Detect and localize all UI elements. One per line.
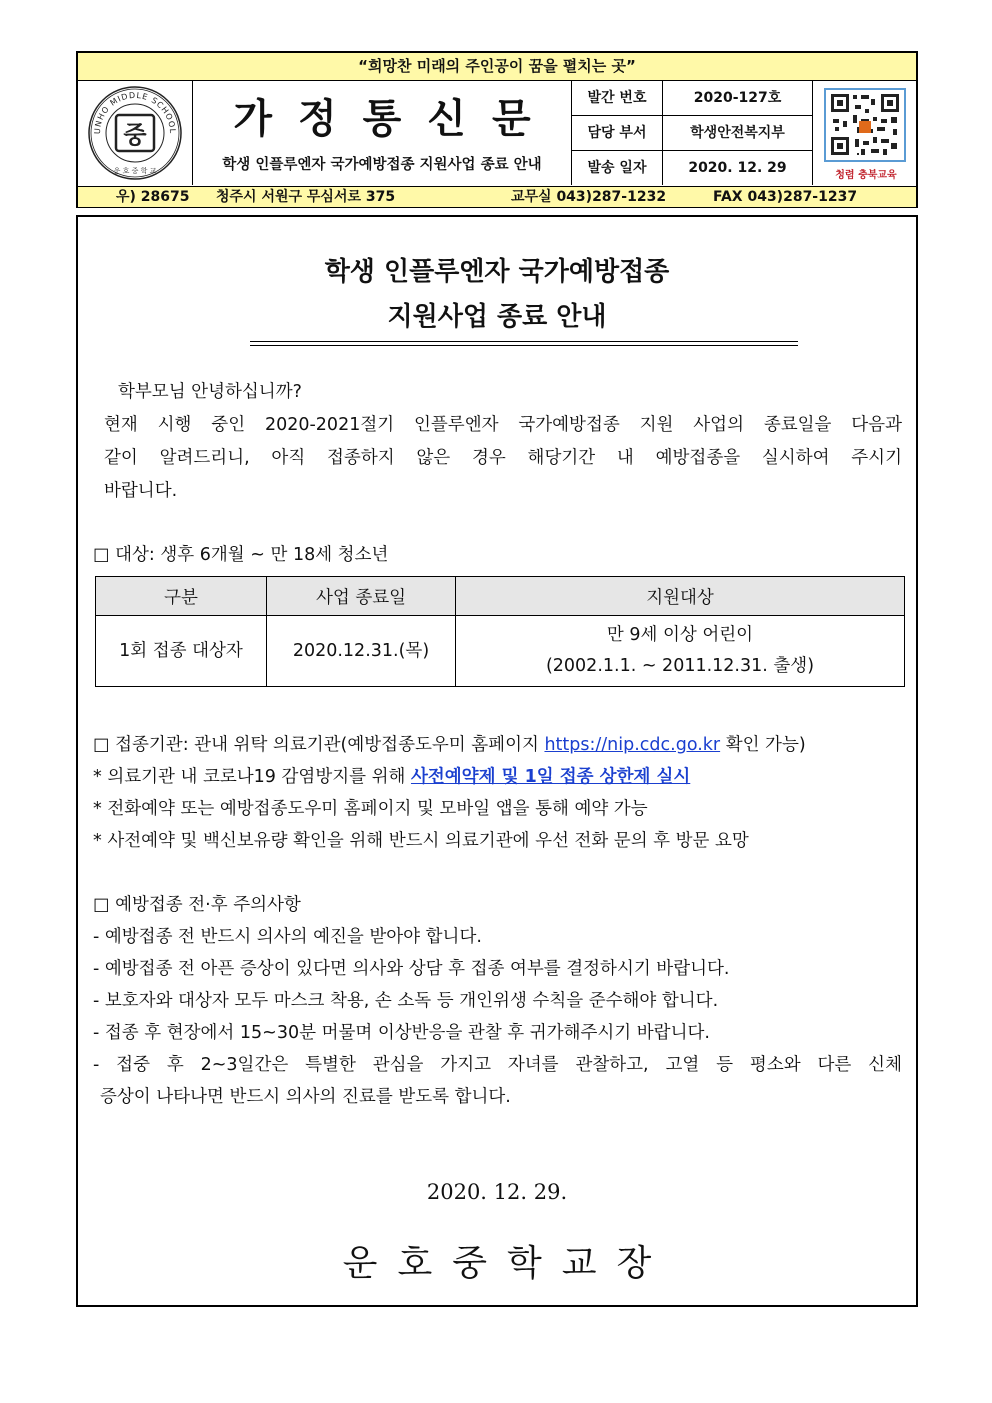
support-line: 만 9세 이상 어린이 <box>606 625 754 645</box>
precaution-item: - 예방접종 전 아픈 증상이 있다면 의사와 상담 후 접종 여부를 결정하시기 바랍니다. <box>93 959 730 979</box>
intro-line: 현재 시행 중인 2020-2021절기 인플루엔자 국가예방접종 지원 사업의 종료일을 다음과 <box>104 415 902 435</box>
info-value: 2020-127호 <box>693 90 782 106</box>
table-header: 구분 <box>96 577 267 616</box>
table-cell-support <box>456 616 905 687</box>
table-header-row <box>96 577 905 616</box>
info-row-department <box>572 116 812 151</box>
qr-code-block <box>813 81 916 185</box>
table-header: 지원대상 <box>456 577 905 616</box>
office-phone: 교무실 043)287-1232 <box>511 189 667 205</box>
institution-line <box>93 731 891 756</box>
newsletter-subtitle: 학생 인플루엔자 국가예방접종 지원사업 종료 안내 <box>222 157 542 173</box>
notice-date: 2020. 12. 29. <box>426 1180 568 1204</box>
note-item: * 사전예약 및 백신보유량 확인을 위해 반드시 의료기관에 우선 전화 문의 후 방문 요망 <box>93 831 749 851</box>
intro-line: 바랍니다. <box>104 481 178 501</box>
table-row <box>96 616 905 687</box>
info-row-date <box>572 151 812 185</box>
support-line: (2002.1.1. ~ 2011.12.31. 출생) <box>545 656 815 676</box>
info-label: 발간 번호 <box>572 81 663 115</box>
school-address-bar <box>78 186 916 207</box>
note-item: * 전화예약 또는 예방접종도우미 홈페이지 및 모바일 앱을 통해 예약 가능 <box>93 799 648 819</box>
school-slogan: “희망찬 미래의 주인공이 꿈을 펼치는 곳” <box>78 53 916 81</box>
notice-title-line1: 학생 인플루엔자 국가예방접종 <box>324 257 670 287</box>
nip-website-link[interactable]: https://nip.cdc.go.kr <box>544 735 721 755</box>
publication-info <box>572 81 813 185</box>
school-seal-icon <box>78 81 192 185</box>
svg-text:UNHO MIDDLE SCHOOL: UNHO MIDDLE SCHOOL <box>92 90 178 135</box>
seal-bottom-text: 운 호 중 학 교 <box>113 167 157 175</box>
note-text: * 의료기관 내 코로나19 감염방지를 위해 <box>93 767 411 787</box>
precaution-item: - 접종 후 현장에서 15~30분 머물며 이상반응을 관찰 후 귀가해주시기 바랍니다. <box>93 1023 710 1043</box>
note-highlight: 사전예약제 및 1일 접종 상한제 실시 <box>410 767 691 787</box>
table-header: 사업 종료일 <box>267 577 456 616</box>
principal-signature: 운호중학교장 <box>342 1243 672 1284</box>
precaution-item: - 보호자와 대상자 모두 마스크 착용, 손 소독 등 개인위생 수칙을 준수해야 합니다. <box>93 991 719 1011</box>
intro-line: 같이 알려드리니, 아직 접종하지 않은 경우 해당기간 내 예방접종을 실시하여 주시기 <box>104 448 902 468</box>
info-value: 학생안전복지부 <box>690 125 785 141</box>
qr-code-icon <box>813 81 916 185</box>
table-cell-end-date: 2020.12.31.(목) <box>267 616 456 687</box>
school-logo <box>78 81 193 185</box>
street-address: 청주시 서원구 무심서로 375 <box>216 189 396 205</box>
notice-body <box>76 215 918 1307</box>
qr-caption: 청렴 충북교육 <box>835 170 897 181</box>
info-label: 담당 부서 <box>572 116 663 150</box>
precaution-item: - 접중 후 2~3일간은 특별한 관심을 가지고 자녀를 관찰하고, 고열 등 평소와 다른 신체 <box>93 1055 902 1075</box>
precaution-item: 증상이 나타나면 반드시 의사의 진료를 받도록 합니다. <box>100 1087 511 1107</box>
precautions-heading: □ 예방접종 전·후 주의사항 <box>93 895 301 915</box>
institution-text: □ 접종기관: 관내 위탁 의료기관(예방접종도우미 홈페이지 <box>93 735 545 755</box>
title-underline <box>250 341 798 346</box>
svg-text:중: 중 <box>123 121 147 149</box>
info-label: 발송 일자 <box>572 151 663 185</box>
support-table <box>95 576 905 687</box>
precaution-item: - 예방접종 전 반드시 의사의 예진을 받아야 합니다. <box>93 927 482 947</box>
postal-code: 우) 28675 <box>116 189 190 205</box>
notice-title-line2: 지원사업 종료 안내 <box>387 302 607 332</box>
info-value: 2020. 12. 29 <box>688 160 787 176</box>
institution-text: 확인 가능) <box>720 735 806 755</box>
newsletter-header <box>76 51 918 208</box>
newsletter-title: 가정통신문 <box>233 95 557 142</box>
info-row-number <box>572 81 812 116</box>
table-cell-category: 1회 접종 대상자 <box>96 616 267 687</box>
target-heading: □ 대상: 생후 6개월 ~ 만 18세 청소년 <box>93 545 389 565</box>
fax-number: FAX 043)287-1237 <box>713 189 858 205</box>
greeting: 학부모님 안녕하십니까? <box>118 382 302 402</box>
note-item <box>93 763 891 788</box>
newsletter-title-block <box>193 81 572 185</box>
